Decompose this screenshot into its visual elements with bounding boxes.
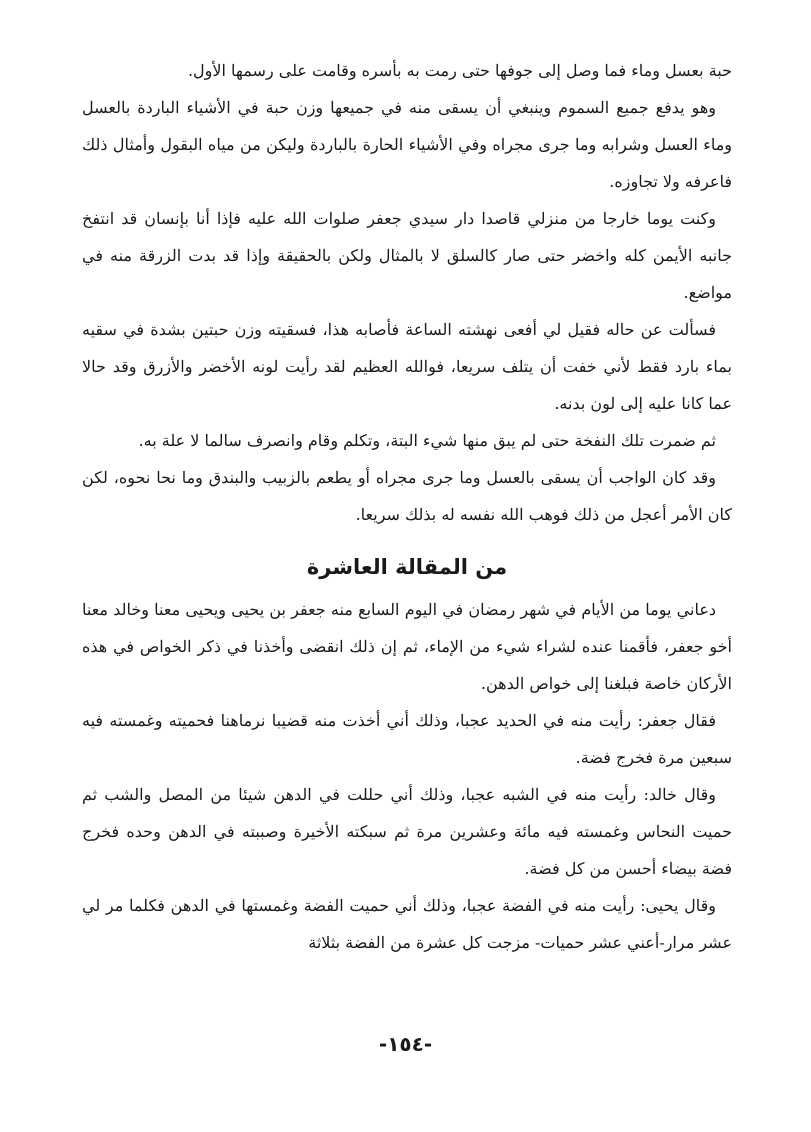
paragraph-10: وقال يحيى: رأيت منه في الفضة عجبا، وذلك أني حميت الفضة وغمستها في الدهن فكلما مر لي عشر مرار-أعني عشر حميات- مزجت كل عشرة من الفضة بثلاثة (82, 896, 732, 952)
paragraph-8: فقال جعفر: رأيت منه في الحديد عجبا، وذلك أني أخذت منه قضيبا نرماهنا فحميته وغمسته فيه سبعين مرة فخرج فضة. (82, 711, 732, 767)
paragraph-7: دعاني يوما من الأيام في شهر رمضان في اليوم السابع منه جعفر بن يحيى ويحيى معنا وخالد معنا أخو جعفر، فأقمنا عنده لشراء شيء من الإماء، ثم إن ذلك انقضى وأخذنا في ذكر الخواص في هذه الأركان خاصة فبلغنا إلى خواص الدهن. (82, 600, 732, 693)
paragraph-6: وقد كان الواجب أن يسقى بالعسل وما جرى مجراه أو يطعم بالزبيب والبندق وما نحا نحوه، لكن كان الأمر أعجل من ذلك فوهب الله نفسه له بذلك سريعا. (82, 468, 732, 524)
paragraph-2: وهو يدفع جميع السموم وينبغي أن يسقى منه في جميعها وزن حبة في الأشياء الباردة بالعسل وماء العسل وشرابه وما جرى مجراه وفي الأشياء الحارة بالباردة وليكن من مياه البقول وأمثال ذلك فاعرفه ولا تجاوزه. (82, 98, 732, 191)
page-number: -١٥٤- (378, 1032, 433, 1056)
paragraph-9: وقال خالد: رأيت منه في الشبه عجبا، وذلك أني حللت في الدهن شيئا من المصل والشب ثم حميت النحاس وغمسته فيه مائة وعشرين مرة ثم سبكته الأخيرة وصببته في الدهن وحده فخرج فضة بيضاء أحسن من كل فضة. (82, 785, 732, 878)
paragraph-1: حبة بعسل وماء فما وصل إلى جوفها حتى رمت به بأسره وقامت على رسمها الأول. (187, 61, 732, 80)
paragraph-3: وكنت يوما خارجا من منزلي قاصدا دار سيدي جعفر صلوات الله عليه فإذا أنا بإنسان قد انتفخ جانبه الأيمن كله واخضر حتى صار كالسلق لا بالمثال ولكن بالحقيقة وإذا قد بدت الزرقة منه في مواضع. (82, 209, 732, 302)
section-heading: من المقالة العاشرة (306, 555, 508, 579)
page-body (82, 52, 732, 961)
paragraph-4: فسألت عن حاله فقيل لي أفعى نهشته الساعة فأصابه هذا، فسقيته وزن حبتين بشدة في سقيه بماء بارد فقط لأني خفت أن يتلف سريعا، فوالله العظيم لقد رأيت لونه الأخضر والأزرق وقد حالا عما كانا عليه إلى لون بدنه. (82, 320, 732, 413)
paragraph-5: ثم ضمرت تلك النفخة حتى لم يبق منها شيء البتة، وتكلم وقام وانصرف سالما لا علة به. (138, 431, 716, 450)
